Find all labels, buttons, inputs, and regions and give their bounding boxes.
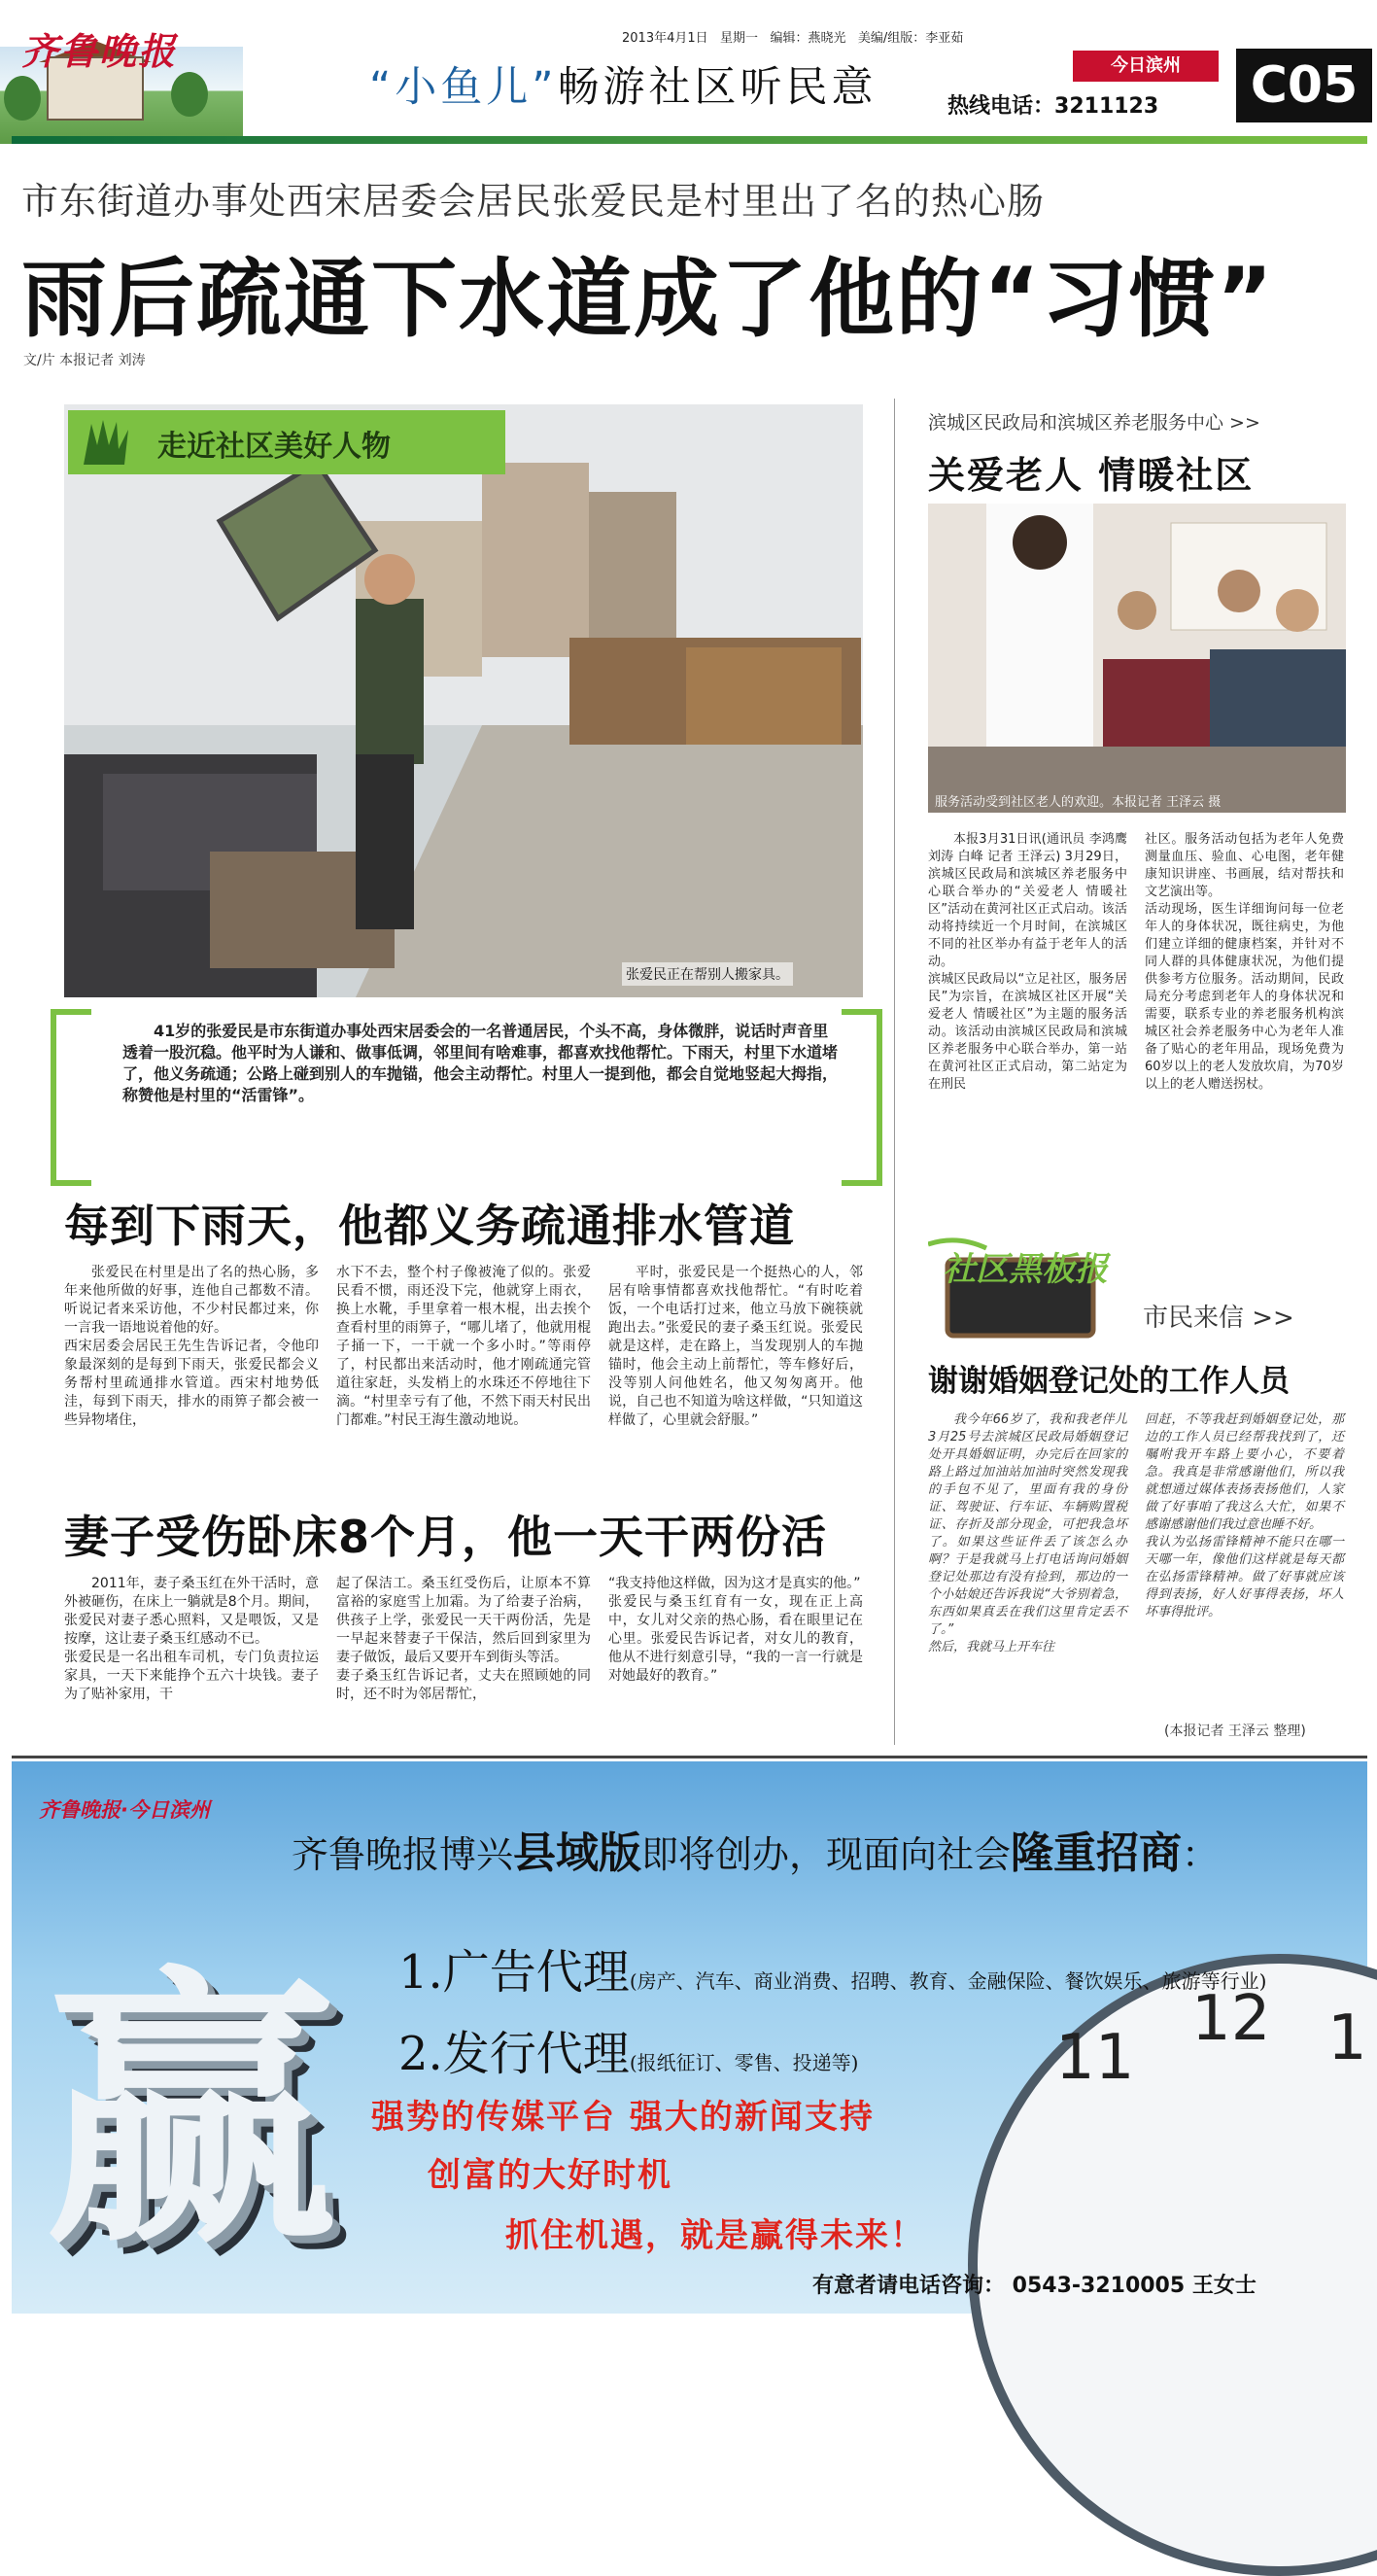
ad-item1-label: 1.广告代理 bbox=[398, 1945, 630, 2000]
win-character: 赢 bbox=[45, 1943, 336, 2282]
letter-column-1: 我今年66岁了，我和我老伴儿3月25号去滨城区民政局婚姻登记处开具婚姻证明，办完后在回家的路上路过加油站加油时突然发现我的手包不见了，里面有我的身份证、驾驶证、行车证、车辆购置税证、存折及部分现金，可把我急坏了。如果这些证件丢了该怎么办啊？于是我就马上打电话询问婚姻登记处那边有没有捡到，那边的一个小姑娘还告诉我说“大爷别着急，东西如果真丢在我们这里肯定丢不了。” 然后，我就马上开车往 bbox=[928, 1412, 1127, 1654]
letter-signature: (本报记者 王泽云 整理) bbox=[1164, 1723, 1306, 1739]
rain-column-1: 张爱民在村里是出了名的热心肠，多年来他所做的好事，连他自己都数不清。听说记者来采访他，不少村民都过来，你一言我一语地说着他的好。 西宋居委会居民王先生告诉记者，令他印象最深刻的是每到下雨天，张爱民都会义务帮村里疏通排水管道。西宋村地势低洼，每到下雨天，排水的雨箅子都会被一些异物堵住， bbox=[64, 1265, 319, 1428]
hands-icon bbox=[80, 416, 142, 469]
subhead-wife: 妻子受伤卧床8个月，他一天干两份活 bbox=[64, 1511, 828, 1563]
main-photo-scene bbox=[64, 404, 863, 997]
header-weekday: 星期一 bbox=[720, 31, 759, 46]
subhead-rain: 每到下雨天，他都义务疏通排水管道 bbox=[64, 1200, 795, 1252]
ad-contact: 有意者请电话咨询： 0543-3210005 王女士 bbox=[812, 2274, 1257, 2298]
newspaper-logo: 齐鲁晚报 bbox=[21, 29, 178, 73]
column-title bbox=[369, 54, 972, 114]
article-intro: 41岁的张爱民是市东街道办事处西宋居委会的一名普通居民，个头不高，身体微胖，说话时声音里透着一股沉稳。他平时为人谦和、做事低调，邻里间有啥难事，都喜欢找他帮忙。下雨天，村里下水道堵了，他义务疏通；公路上碰到别人的车抛锚，他会主动帮忙。村里人一提到他，都会自觉地竖起大拇指，称赞他是村里的“活雷锋”。 bbox=[122, 1022, 839, 1104]
intro-bracket-right bbox=[842, 1009, 882, 1186]
ad-headline-pre: 齐鲁晚报博兴 bbox=[292, 1833, 514, 1876]
column-title-rest: 畅游社区听民意 bbox=[557, 63, 878, 112]
header-meta bbox=[622, 27, 963, 46]
sidebar-photo bbox=[928, 504, 1346, 813]
clock-number-1: 1 bbox=[1327, 2002, 1367, 2074]
header-date: 2013年4月1日 bbox=[622, 31, 708, 46]
section-tag: 今日滨州 bbox=[1073, 51, 1219, 82]
ad-logo: 齐鲁晚报·今日滨州 bbox=[39, 1798, 210, 1822]
sidebar-headline: 关爱老人 情暖社区 bbox=[928, 454, 1255, 497]
hotline-label: 热线电话： bbox=[947, 94, 1055, 119]
ad-slogan-3: 抓住机遇，就是赢得未来！ bbox=[505, 2216, 925, 2255]
sidebar-photo-caption: 服务活动受到社区老人的欢迎。本报记者 王泽云 摄 bbox=[935, 795, 1222, 810]
wife-column-2: 起了保洁工。桑玉红受伤后，让原本不算富裕的家庭雪上加霜。为了给妻子治病，供孩子上学，张爱民一天干两份活，先是一早起来替妻子干保洁，然后回到家里为妻子做饭，最后又要开车到街头等活。 妻子桑玉红告诉记者，丈夫在照顾她的同时，还不时为邻居帮忙， bbox=[336, 1576, 591, 1702]
sidebar-photo-scene bbox=[928, 504, 1346, 813]
ad-headline-bold1: 县域版 bbox=[513, 1828, 642, 1878]
sidebar-kicker: 滨城区民政局和滨城区养老服务中心 >> bbox=[928, 412, 1260, 434]
letters-label: 市民来信 >> bbox=[1143, 1304, 1294, 1333]
ad-item1-detail: (房产、汽车、商业消费、招聘、教育、金融保险、餐饮娱乐、旅游等行业) bbox=[629, 1969, 1267, 1993]
ad-slogan-2: 创富的大好时机 bbox=[428, 2156, 672, 2195]
article-byline: 文/片 本报记者 刘涛 bbox=[23, 353, 146, 368]
wife-column-3: “我支持他这样做，因为这才是真实的他。” 张爱民与桑玉红育有一女，现在正上高中，女儿对父亲的热心肠，看在眼里记在心里。张爱民告诉记者，对女儿的教育，他从不进行刻意引导，“我的一言一行就是对她最好的教育。” bbox=[608, 1576, 863, 1684]
letter-title: 谢谢婚姻登记处的工作人员 bbox=[928, 1364, 1290, 1399]
sidebar-column-1: 本报3月31日讯(通讯员 李鸿鹰 刘涛 白峰 记者 王泽云) 3月29日，滨城区民政局和滨城区养老服务中心联合举办的“关爱老人 情暖社区”活动在黄河社区正式启动。该活动将持续近一个月时间，在滨城区不同的社区举办有益于老年人的活动。 滨城区民政局以“立足社区，服务居民”为宗旨，在滨城区社区开展“关爱老人 情暖社区”为主题的服务活动。该活动由滨城区民政局和滨城区养老服务中心联合举办，第一站在黄河社区正式启动，第二站定为在刑民 bbox=[928, 832, 1127, 1092]
ad-divider bbox=[12, 1756, 1367, 1758]
main-photo-caption: 张爱民正在帮别人搬家具。 bbox=[622, 962, 793, 986]
article-headline: 雨后疏通下水道成了他的“习惯” bbox=[21, 249, 1275, 349]
ad-item-ad-agency bbox=[398, 1934, 1266, 2002]
ad-headline-mid: 即将创办，现面向社会 bbox=[641, 1833, 1012, 1876]
ad-headline-end: ： bbox=[1182, 1833, 1220, 1876]
wife-column-1: 2011年，妻子桑玉红在外干活时，意外被砸伤，在床上一躺就是8个月。期间，张爱民对妻子悉心照料，又是喂饭，又是按摩，这让妻子桑玉红感动不已。 张爱民是一名出租车司机，专门负责拉运家具，一天下来能挣个五六十块钱。妻子为了贴补家用，干 bbox=[64, 1576, 319, 1702]
clock-number-12: 12 bbox=[1191, 1983, 1271, 2055]
sidebar-column-2: 社区。服务活动包括为老年人免费测量血压、验血、心电图，老年健康知识讲座、书画展，结对帮扶和文艺演出等。 活动现场，医生详细询问每一位老年人的身体状况，既往病史，为他们建立详细的健康档案，并针对不同人群的具体健康状况，为他们提供参考方位服务。活动期间，民政局充分考虑到老年人的身体状况和需要，联系专业的养老服务机构滨城区社会养老服务中心为老年人准备了贴心的老年用品，现场免费为60岁以上的老人发放坎肩，为70岁以上的老人赠送拐杖。 bbox=[1145, 832, 1344, 1092]
ad-headline bbox=[292, 1818, 1219, 1880]
blackboard-badge-label: 社区黑板报 bbox=[943, 1250, 1108, 1289]
ad-item-distribution bbox=[398, 2016, 858, 2083]
intro-bracket-left bbox=[51, 1009, 91, 1186]
header-divider bbox=[12, 136, 1367, 144]
ad-item2-label: 2.发行代理 bbox=[398, 2027, 630, 2081]
header-editor: 编辑：燕晓光 bbox=[770, 31, 846, 46]
section-badge-label: 走近社区美好人物 bbox=[157, 430, 391, 464]
column-divider bbox=[894, 399, 895, 1745]
article-kicker: 市东街道办事处西宋居委会居民张爱民是村里出了名的热心肠 bbox=[21, 180, 1046, 223]
main-photo bbox=[64, 404, 863, 997]
column-title-quote: “小鱼儿” bbox=[369, 63, 558, 112]
rain-column-2: 水下不去，整个村子像被淹了似的。张爱民看不惯，雨还没下完，他就穿上雨衣，换上水靴，手里拿着一根木棍，出去挨个查看村里的雨箅子，“哪儿堵了，他就用棍子捅一下，一干就一个多小时。”等雨停了，村民都出来活动时，他才刚疏通完管道往家赶，头发梢上的水珠还不停地往下滴。“村里幸亏有了他，不然下雨天村民出门都难。”村民王海生激动地说。 bbox=[336, 1265, 591, 1428]
ad-headline-bold2: 隆重招商 bbox=[1011, 1828, 1183, 1878]
hotline bbox=[947, 89, 1158, 120]
ad-item2-detail: (报纸征订、零售、投递等) bbox=[629, 2051, 859, 2074]
ad-slogan-1: 强势的传媒平台 强大的新闻支持 bbox=[371, 2098, 875, 2137]
hotline-number: 3211123 bbox=[1054, 94, 1159, 119]
letter-column-2: 回赶，不等我赶到婚姻登记处，那边的工作人员已经帮我找到了，还嘱咐我开车路上要小心，不要着急。我真是非常感谢他们，所以我就想通过媒体表扬表扬他们，人家做了好事咱了我这么大忙，如果不感谢感谢他们我过意也睡不好。 我认为弘扬雷锋精神不能只在哪一天哪一年，像他们这样就是每天都在弘扬雷锋精神。做了好事就应该得到表扬，好人好事得表扬，坏人坏事得批评。 bbox=[1145, 1412, 1344, 1619]
page-number: C05 bbox=[1236, 49, 1372, 122]
rain-column-3: 平时，张爱民是一个挺热心的人，邻居有啥事情都喜欢找他帮忙。“有时吃着饭，一个电话打过来，他立马放下碗筷就跑出去。”张爱民的妻子桑玉红说。张爱民就是这样，走在路上，当发现别人的车抛锚时，他会主动上前帮忙，等车修好后，没等别人问他姓名，他又匆匆离开。他说，自己也不知道为啥这样做，“只知道这样做了，心里就会舒服。” bbox=[608, 1265, 863, 1428]
header-designer: 美编/组版：李亚茹 bbox=[857, 31, 964, 46]
clock-number-11: 11 bbox=[1055, 2022, 1135, 2094]
